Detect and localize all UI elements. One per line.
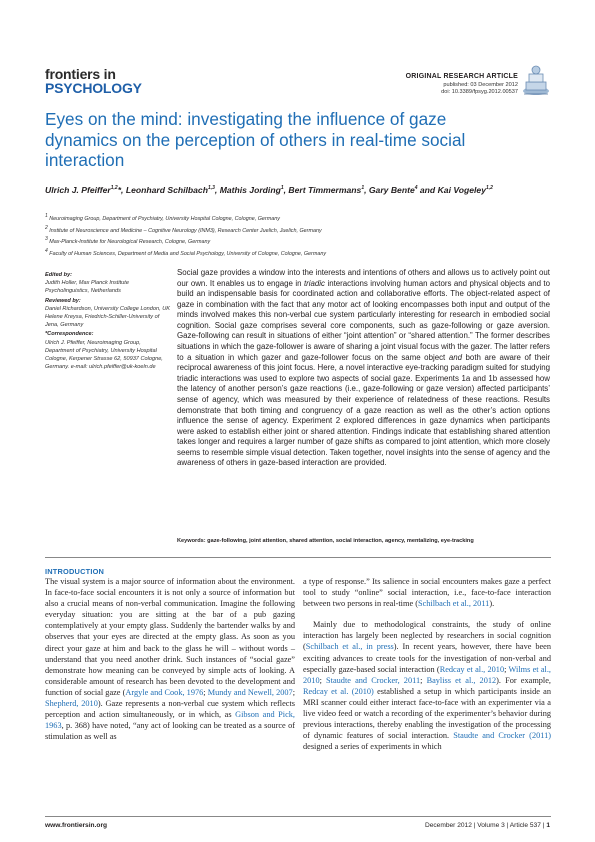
author-affil: 1 xyxy=(361,185,365,191)
body-text: ). For example, xyxy=(496,675,551,685)
footer-date: December 2012 xyxy=(424,822,472,829)
footer-separator: | xyxy=(471,822,478,829)
body-text: ; xyxy=(292,687,295,697)
author-name[interactable]: Leonhard Schilbach xyxy=(125,184,208,195)
correspondence-block xyxy=(45,330,170,371)
author-name[interactable]: Mathis Jording xyxy=(219,184,281,195)
body-text: ; xyxy=(319,675,327,685)
footer-divider xyxy=(45,816,551,817)
body-text: ). xyxy=(489,599,495,609)
body-text: , p. 368) have noted, “any act of looking can be treated as a source of stimulation as well as xyxy=(45,721,295,742)
author-affil: 1 xyxy=(280,185,284,191)
journal-logo-line1: frontiers in xyxy=(45,66,116,82)
author-sep: and xyxy=(417,184,438,195)
editorial-sidebar xyxy=(45,271,170,372)
body-text: The visual system is a major source of information about the environment. In face-to-face social encounters it is not only a source of information but also a crucial means of non-verbal communication. Imagine the following everyday situation: you are sitting at the bar of a pub gazing contemplatively at your empty glass. Suddenly the bartender walks by and observes that your eyes are directed at the empty glass. As soon as you direct your gaze at him and back to the glass he will – without words – understand that you need another drink. Such instances of “social gaze” demonstrate how meaning can be conveyed by simple acts of looking. A considerable amount of research has been devoted to the development and function of social gaze ( xyxy=(45,577,295,697)
body-text: established a setup in which participants inside an MRI scanner could either interact face-to-face with an experimenter via a live video feed or watch a recording of the experimenter’s behavior during previous interactions, thereby enabling the investigation of the processing of dynamic features of social interaction. xyxy=(303,686,551,741)
body-text: designed a series of experiments in which xyxy=(303,742,442,752)
affiliation-text: Faculty of Human Sciences, Department of Media and Social Psychology, University of Cologne, Cologne, Germany xyxy=(49,250,327,257)
author-list xyxy=(45,181,515,197)
author-name[interactable]: Kai Vogeley xyxy=(437,184,486,195)
footer-article: Article 537 xyxy=(509,822,541,829)
article-type: ORIGINAL RESEARCH ARTICLE xyxy=(405,73,518,80)
affiliation-num: 1 xyxy=(45,213,48,219)
affiliation-text: Institute of Neuroscience and Medicine – Cognitive Neurology (INM3), Research Center Juelich, Juelich, Germany xyxy=(49,227,322,234)
reviewed-by-text: Daniel Richardson, University College London, UK Helene Kreysa, Friedrich-Schiller-University of Jena, Germany xyxy=(45,305,170,329)
keywords xyxy=(177,538,550,544)
footer-volume: Volume 3 xyxy=(477,822,505,829)
correspondence-text: Ulrich J. Pfeiffer, Neuroimaging Group, Department of Psychiatry, University Hospital Cologne, Kerpener Strasse 62, 50937 Cologne, Germany. e-mail: ulrich.pfeiffer@uk-koeln.de xyxy=(45,339,163,371)
author-sep: , xyxy=(364,184,369,195)
author-affil: 4 xyxy=(414,185,418,191)
citation-link[interactable]: Staudte and Crocker, 2011 xyxy=(326,675,421,685)
abstract-text: interactions involving human actors and physical objects and to build an indispensable basis for coordinated action and collaborative efforts. The object-related aspect of gaze in combination with the fact that any motor act of looking encompasses both input and output of the minds involved makes this non-verbal cue system particularly interesting for research in embodied social cognition. Social gaze comprises several core components, such as gaze-following or gaze aversion. Gaze-following can result in situations of either “joint attention” or “shared attention.” The former describes situations in which the gaze-follower is aware of sharing a joint visual focus with the gazer. The latter refers to a situation in which gazer and gaze-follower focus on the same object xyxy=(177,278,550,362)
citation-link[interactable]: Gibson and Pick, 1963 xyxy=(45,710,295,731)
keywords-text: gaze-following, joint attention, shared attention, social interaction, agency, mentalizing, eye-tracking xyxy=(207,538,474,544)
author-name[interactable]: Ulrich J. Pfeiffer xyxy=(45,184,111,195)
affiliation-text: Neuroimaging Group, Department of Psychiatry, University Hospital Cologne, Cologne, Germany xyxy=(49,215,280,222)
abstract-emphasis: and xyxy=(448,352,462,362)
edited-by-block xyxy=(45,271,170,296)
author-sep: , xyxy=(283,184,289,195)
journal-emblem-icon xyxy=(521,64,551,96)
abstract xyxy=(177,268,550,469)
citation-link[interactable]: Redcay et al., 2010 xyxy=(439,664,505,674)
reviewed-by-block xyxy=(45,297,170,330)
abstract-emphasis: triadic xyxy=(303,278,326,288)
body-text: a type of response.” Its salience in social encounters makes gaze a perfect tool to study “online” social interaction, i.e., face-to-face interaction between two persons in real-time ( xyxy=(303,577,551,609)
footer-separator: | xyxy=(540,822,547,829)
body-text: ; xyxy=(504,664,509,674)
author-name[interactable]: Bert Timmermans xyxy=(288,184,362,195)
body-text: Mainly due to methodological constraints, the study of online interaction has largely been neglected by researchers in social cognition ( xyxy=(303,620,551,652)
doi-link[interactable]: doi: 10.3389/fpsyg.2012.00537 xyxy=(441,89,518,95)
citation-link[interactable]: Bayliss et al., 2012 xyxy=(426,675,497,685)
citation-link[interactable]: Shepherd, 2010 xyxy=(45,699,98,709)
affiliation-num: 2 xyxy=(45,224,48,231)
citation-link[interactable]: Schilbach et al., 2011 xyxy=(417,599,490,609)
keywords-heading: Keywords: xyxy=(177,538,206,544)
reviewed-by-heading: Reviewed by: xyxy=(45,297,81,304)
author-affil: 1,3 xyxy=(207,185,215,191)
affiliation-text: Max-Planck-Institute for Neurological Research, Cologne, Germany xyxy=(49,239,211,246)
section-divider xyxy=(45,557,551,558)
affiliation-item xyxy=(45,212,545,224)
correspondence-heading: *Correspondence: xyxy=(45,331,94,338)
body-text: ; xyxy=(203,687,208,697)
citation-link[interactable]: Wilms et al., 2010 xyxy=(303,664,551,685)
author-affil: 1,2 xyxy=(110,185,118,191)
abstract-text: both are aware of their reciprocal awareness of this joint focus. Here, a novel interactive eye-tracking paradigm suited for studying triadic interactions was used to explore two aspects of social gaze. Experiments 1a and 1b assessed how the latency of another person’s gaze reactions (i.e., gaze-following or gaze version) affected participants’ sense of agency, which was measured by their experience of relatedness of these reactions. Results demonstrate that both timing and congruency of a gaze reaction as well as the other’s action options influence the sense of agency. Experiment 2 explored differences in gaze dynamics when participants were asked to establish either joint or shared attention. Findings indicate that establishing shared attention takes longer and requires a larger number of gaze shifts as compared to joint attention, which more closely seems to resemble simple visual detection. Taken together, novel insights into the sense of agency and the awareness of others in gaze-based interaction are provided. xyxy=(177,352,550,468)
body-column-right xyxy=(303,576,551,752)
body-text: ; xyxy=(420,675,427,685)
page-number: 1 xyxy=(546,822,550,829)
footer-separator: | xyxy=(504,822,510,829)
affiliation-num: 4 xyxy=(45,248,48,255)
affiliation-item xyxy=(45,235,545,247)
abstract-text: Social gaze provides a window into the interests and intentions of others and allows us to actively point out our own. It enables us to engage in xyxy=(177,268,550,288)
affiliation-num: 3 xyxy=(45,236,48,243)
affiliation-list xyxy=(45,212,545,259)
edited-by-text: Judith Holler, Max Planck Institute Psycholinguistics, Netherlands xyxy=(45,280,129,295)
body-text: ). Gaze represents a non-verbal cue system which reflects perception and action simultaneously, or in which, as xyxy=(45,699,295,720)
article-title: Eyes on the mind: investigating the influence of gaze dynamics on the perception of others in real-time social interaction xyxy=(45,109,466,171)
body-text: ). In recent years, however, there have been exciting advances to create tools for the investigation of non-verbal and especially gaze-based social interaction ( xyxy=(303,642,551,674)
citation-link[interactable]: Redcay et al. (2010) xyxy=(303,686,374,696)
section-heading-introduction: INTRODUCTION xyxy=(45,567,105,576)
journal-logo-line2: PSYCHOLOGY xyxy=(45,80,142,96)
footer-website-link[interactable]: www.frontiersin.org xyxy=(45,822,108,829)
citation-link[interactable]: Schilbach et al., in press xyxy=(305,642,394,652)
footer-citation xyxy=(425,822,550,829)
author-sep: , xyxy=(214,184,220,195)
published-date: published: 03 December 2012 xyxy=(443,82,518,88)
author-affil: 1,2 xyxy=(485,185,493,191)
affiliation-item xyxy=(45,224,545,236)
author-name[interactable]: Gary Bente xyxy=(368,184,415,195)
edited-by-heading: Edited by: xyxy=(45,272,73,278)
body-paragraph xyxy=(303,619,551,752)
body-column-left xyxy=(45,576,295,742)
affiliation-item xyxy=(45,247,545,259)
citation-link[interactable]: Argyle and Cook, 1976 xyxy=(125,687,204,697)
author-sep: *, xyxy=(117,184,126,195)
citation-link[interactable]: Mundy and Newell, 2007 xyxy=(207,687,293,697)
citation-link[interactable]: Staudte and Crocker (2011) xyxy=(453,731,551,741)
